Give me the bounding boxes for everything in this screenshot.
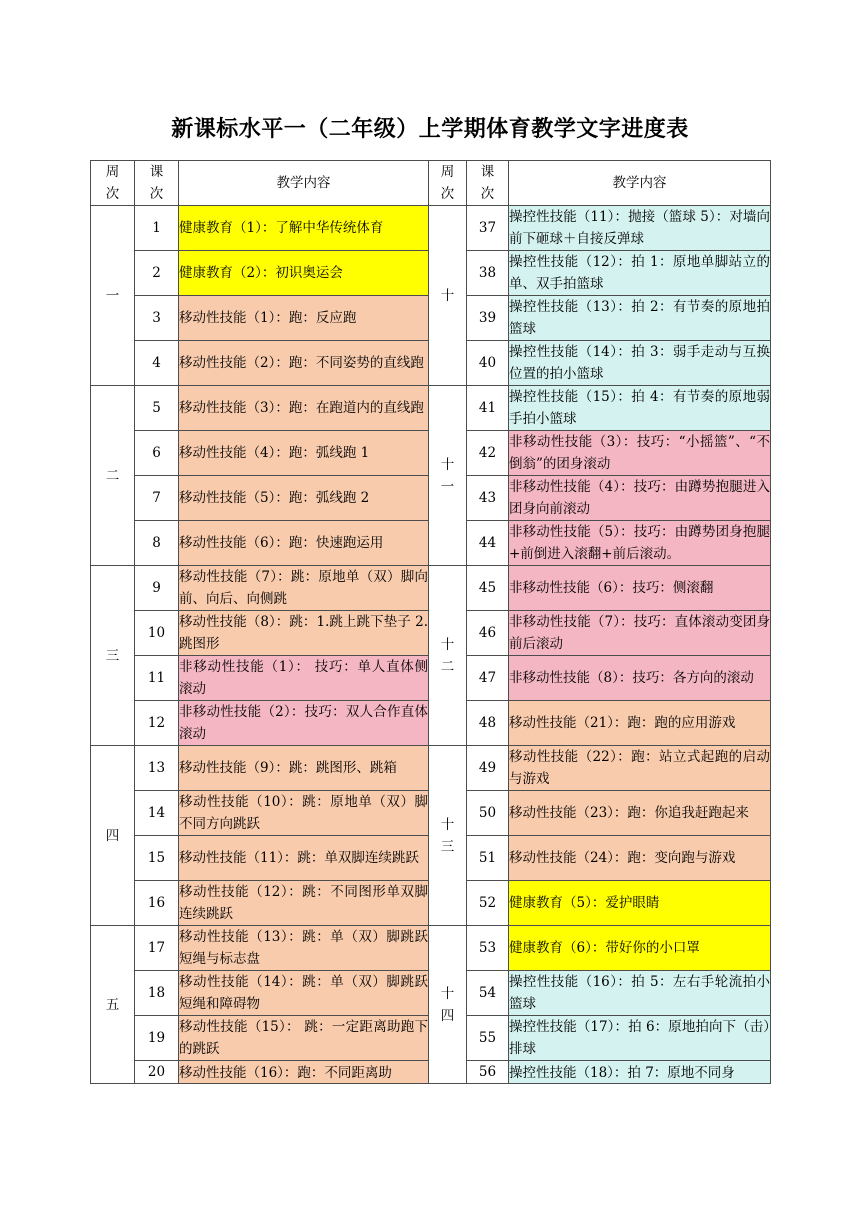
lesson-number: 3: [135, 296, 179, 341]
lesson-number: 14: [135, 791, 179, 836]
lesson-number: 49: [467, 746, 509, 791]
lesson-content: 移动性技能（24）：跑：变向跑与游戏: [509, 836, 771, 881]
lesson-number: 20: [135, 1061, 179, 1084]
lesson-number: 39: [467, 296, 509, 341]
week-cell: 三: [91, 566, 135, 746]
lesson-content: 操控性技能（13）：拍 2：有节奏的原地拍篮球: [509, 296, 771, 341]
lesson-content: 健康教育（2）：初识奥运会: [179, 251, 429, 296]
lesson-content: 健康教育（6）：带好你的小口罩: [509, 926, 771, 971]
week-char: 二: [440, 658, 455, 675]
table-row: [91, 386, 771, 431]
lesson-content: 移动性技能（11）：跳：单双脚连续跳跃: [179, 836, 429, 881]
lesson-content: 移动性技能（2）：跑：不同姿势的直线跑: [179, 341, 429, 386]
lesson-content: 移动性技能（9）：跳：跳图形、跳箱: [179, 746, 429, 791]
week-cell: [429, 746, 467, 926]
header-week-right: [429, 161, 467, 206]
lesson-number: 55: [467, 1016, 509, 1061]
lesson-number: 51: [467, 836, 509, 881]
week-char: 三: [440, 838, 455, 855]
lesson-content: 移动性技能（12）：跳：不同图形单双脚连续跳跃: [179, 881, 429, 926]
lesson-number: 56: [467, 1061, 509, 1084]
lesson-number: 2: [135, 251, 179, 296]
lesson-number: 7: [135, 476, 179, 521]
lesson-content: 非移动性技能（1）： 技巧：单人直体侧滚动: [179, 656, 429, 701]
header-week-label: 周 次: [440, 164, 455, 202]
lesson-content: 移动性技能（14）：跳：单（双）脚跳跃短绳和障碍物: [179, 971, 429, 1016]
lesson-content: 非移动性技能（7）：技巧：直体滚动变团身前后滚动: [509, 611, 771, 656]
lesson-content: 移动性技能（22）：跑：站立式起跑的启动与游戏: [509, 746, 771, 791]
lesson-number: 19: [135, 1016, 179, 1061]
lesson-content: 操控性技能（15）：拍 4：有节奏的原地弱手拍小篮球: [509, 386, 771, 431]
lesson-number: 47: [467, 656, 509, 701]
week-cell: 一: [91, 206, 135, 386]
lesson-number: 17: [135, 926, 179, 971]
week-cell: [429, 386, 467, 566]
lesson-number: 41: [467, 386, 509, 431]
week-char: 十: [440, 287, 455, 304]
week-char: 一: [440, 478, 455, 495]
lesson-content: 移动性技能（23）：跑：你追我赶跑起来: [509, 791, 771, 836]
table-row: [91, 926, 771, 971]
lesson-number: 42: [467, 431, 509, 476]
week-char: 十: [440, 456, 455, 473]
lesson-number: 15: [135, 836, 179, 881]
lesson-content: 非移动性技能（3）：技巧：“小摇篮”、“不倒翁”的团身滚动: [509, 431, 771, 476]
lesson-number: 43: [467, 476, 509, 521]
week-char: 四: [440, 1007, 455, 1024]
lesson-number: 8: [135, 521, 179, 566]
week-cell: 四: [91, 746, 135, 926]
lesson-content: 非移动性技能（4）：技巧：由蹲势抱腿进入团身向前滚动: [509, 476, 771, 521]
week-cell: [429, 926, 467, 1084]
lesson-content: [509, 1061, 771, 1084]
lesson-content: 操控性技能（12）：拍 1：原地单脚站立的单、双手拍篮球: [509, 251, 771, 296]
lesson-number: 44: [467, 521, 509, 566]
lesson-content: 操控性技能（11）：抛接（篮球 5）：对墙向前下砸球＋自接反弹球: [509, 206, 771, 251]
lesson-content: 移动性技能（21）：跑：跑的应用游戏: [509, 701, 771, 746]
lesson-number: 6: [135, 431, 179, 476]
lesson-number: 12: [135, 701, 179, 746]
header-week-label: 周 次: [105, 164, 120, 202]
lesson-number: 18: [135, 971, 179, 1016]
lesson-content: 移动性技能（1）：跑：反应跑: [179, 296, 429, 341]
lesson-content: 移动性技能（6）：跑：快速跑运用: [179, 521, 429, 566]
lesson-content: 移动性技能（13）：跳：单（双）脚跳跃短绳与标志盘: [179, 926, 429, 971]
lesson-number: 40: [467, 341, 509, 386]
lesson-number: 4: [135, 341, 179, 386]
lesson-number: 1: [135, 206, 179, 251]
lesson-number: 53: [467, 926, 509, 971]
lesson-number: 38: [467, 251, 509, 296]
week-cell: 二: [91, 386, 135, 566]
header-lesson: [135, 161, 179, 206]
lesson-content: 移动性技能（5）：跑：弧线跑 2: [179, 476, 429, 521]
lesson-number: 11: [135, 656, 179, 701]
header-lesson-right: [467, 161, 509, 206]
table-header-row: [91, 161, 771, 206]
lesson-number: 37: [467, 206, 509, 251]
lesson-content: 移动性技能（8）：跳：1.跳上跳下垫子 2.跳图形: [179, 611, 429, 656]
header-lesson-label: 课 次: [480, 164, 495, 202]
lesson-number: 52: [467, 881, 509, 926]
lesson-content: 操控性技能（16）：拍 5：左右手轮流拍小篮球: [509, 971, 771, 1016]
lesson-content: 移动性技能（3）：跑：在跑道内的直线跑: [179, 386, 429, 431]
lesson-number: 48: [467, 701, 509, 746]
lesson-number: 54: [467, 971, 509, 1016]
lesson-number: 45: [467, 566, 509, 611]
table-row: [91, 206, 771, 251]
lesson-content: 操控性技能（17）：拍 6：原地拍向下（击）排球: [509, 1016, 771, 1061]
lesson-content: 移动性技能（10）：跳：原地单（双）脚不同方向跳跃: [179, 791, 429, 836]
schedule-table: [90, 160, 771, 1084]
lesson-content: [179, 1061, 429, 1084]
lesson-content: 非移动性技能（5）：技巧：由蹲势团身抱腿+前倒进入滚翻+前后滚动。: [509, 521, 771, 566]
week-cell: 五: [91, 926, 135, 1084]
header-content-right: 教学内容: [509, 161, 771, 206]
lesson-content: 健康教育（1）：了解中华传统体育: [179, 206, 429, 251]
lesson-content-text: 操控性技能（18）：拍 7：原地不同身: [509, 1064, 735, 1081]
lesson-content: 移动性技能（15）： 跳：一定距离助跑下的跳跃: [179, 1016, 429, 1061]
lesson-content: 非移动性技能（6）：技巧：侧滚翻: [509, 566, 771, 611]
header-content: 教学内容: [179, 161, 429, 206]
week-cell: [429, 566, 467, 746]
table-row: [91, 746, 771, 791]
lesson-number: 46: [467, 611, 509, 656]
table-row: [91, 566, 771, 611]
week-char: 十: [440, 636, 455, 653]
lesson-number: 5: [135, 386, 179, 431]
lesson-number: 9: [135, 566, 179, 611]
lesson-content: 健康教育（5）：爱护眼睛: [509, 881, 771, 926]
header-lesson-label: 课 次: [149, 164, 164, 202]
lesson-number: 50: [467, 791, 509, 836]
week-cell: [429, 206, 467, 386]
lesson-number: 16: [135, 881, 179, 926]
lesson-number: 10: [135, 611, 179, 656]
lesson-content: 非移动性技能（2）：技巧：双人合作直体滚动: [179, 701, 429, 746]
week-char: 十: [440, 816, 455, 833]
lesson-number: 13: [135, 746, 179, 791]
header-week: [91, 161, 135, 206]
week-char: 十: [440, 985, 455, 1002]
lesson-content: 移动性技能（7）：跳：原地单（双）脚向前、向后、向侧跳: [179, 566, 429, 611]
lesson-content: 操控性技能（14）：拍 3：弱手走动与互换位置的拍小篮球: [509, 341, 771, 386]
lesson-content-text: 移动性技能（16）：跑：不同距离助: [179, 1064, 392, 1081]
page-title: 新课标水平一（二年级）上学期体育教学文字进度表: [171, 117, 689, 142]
lesson-content: 移动性技能（4）：跑：弧线跑 1: [179, 431, 429, 476]
lesson-content: 非移动性技能（8）：技巧：各方向的滚动: [509, 656, 771, 701]
